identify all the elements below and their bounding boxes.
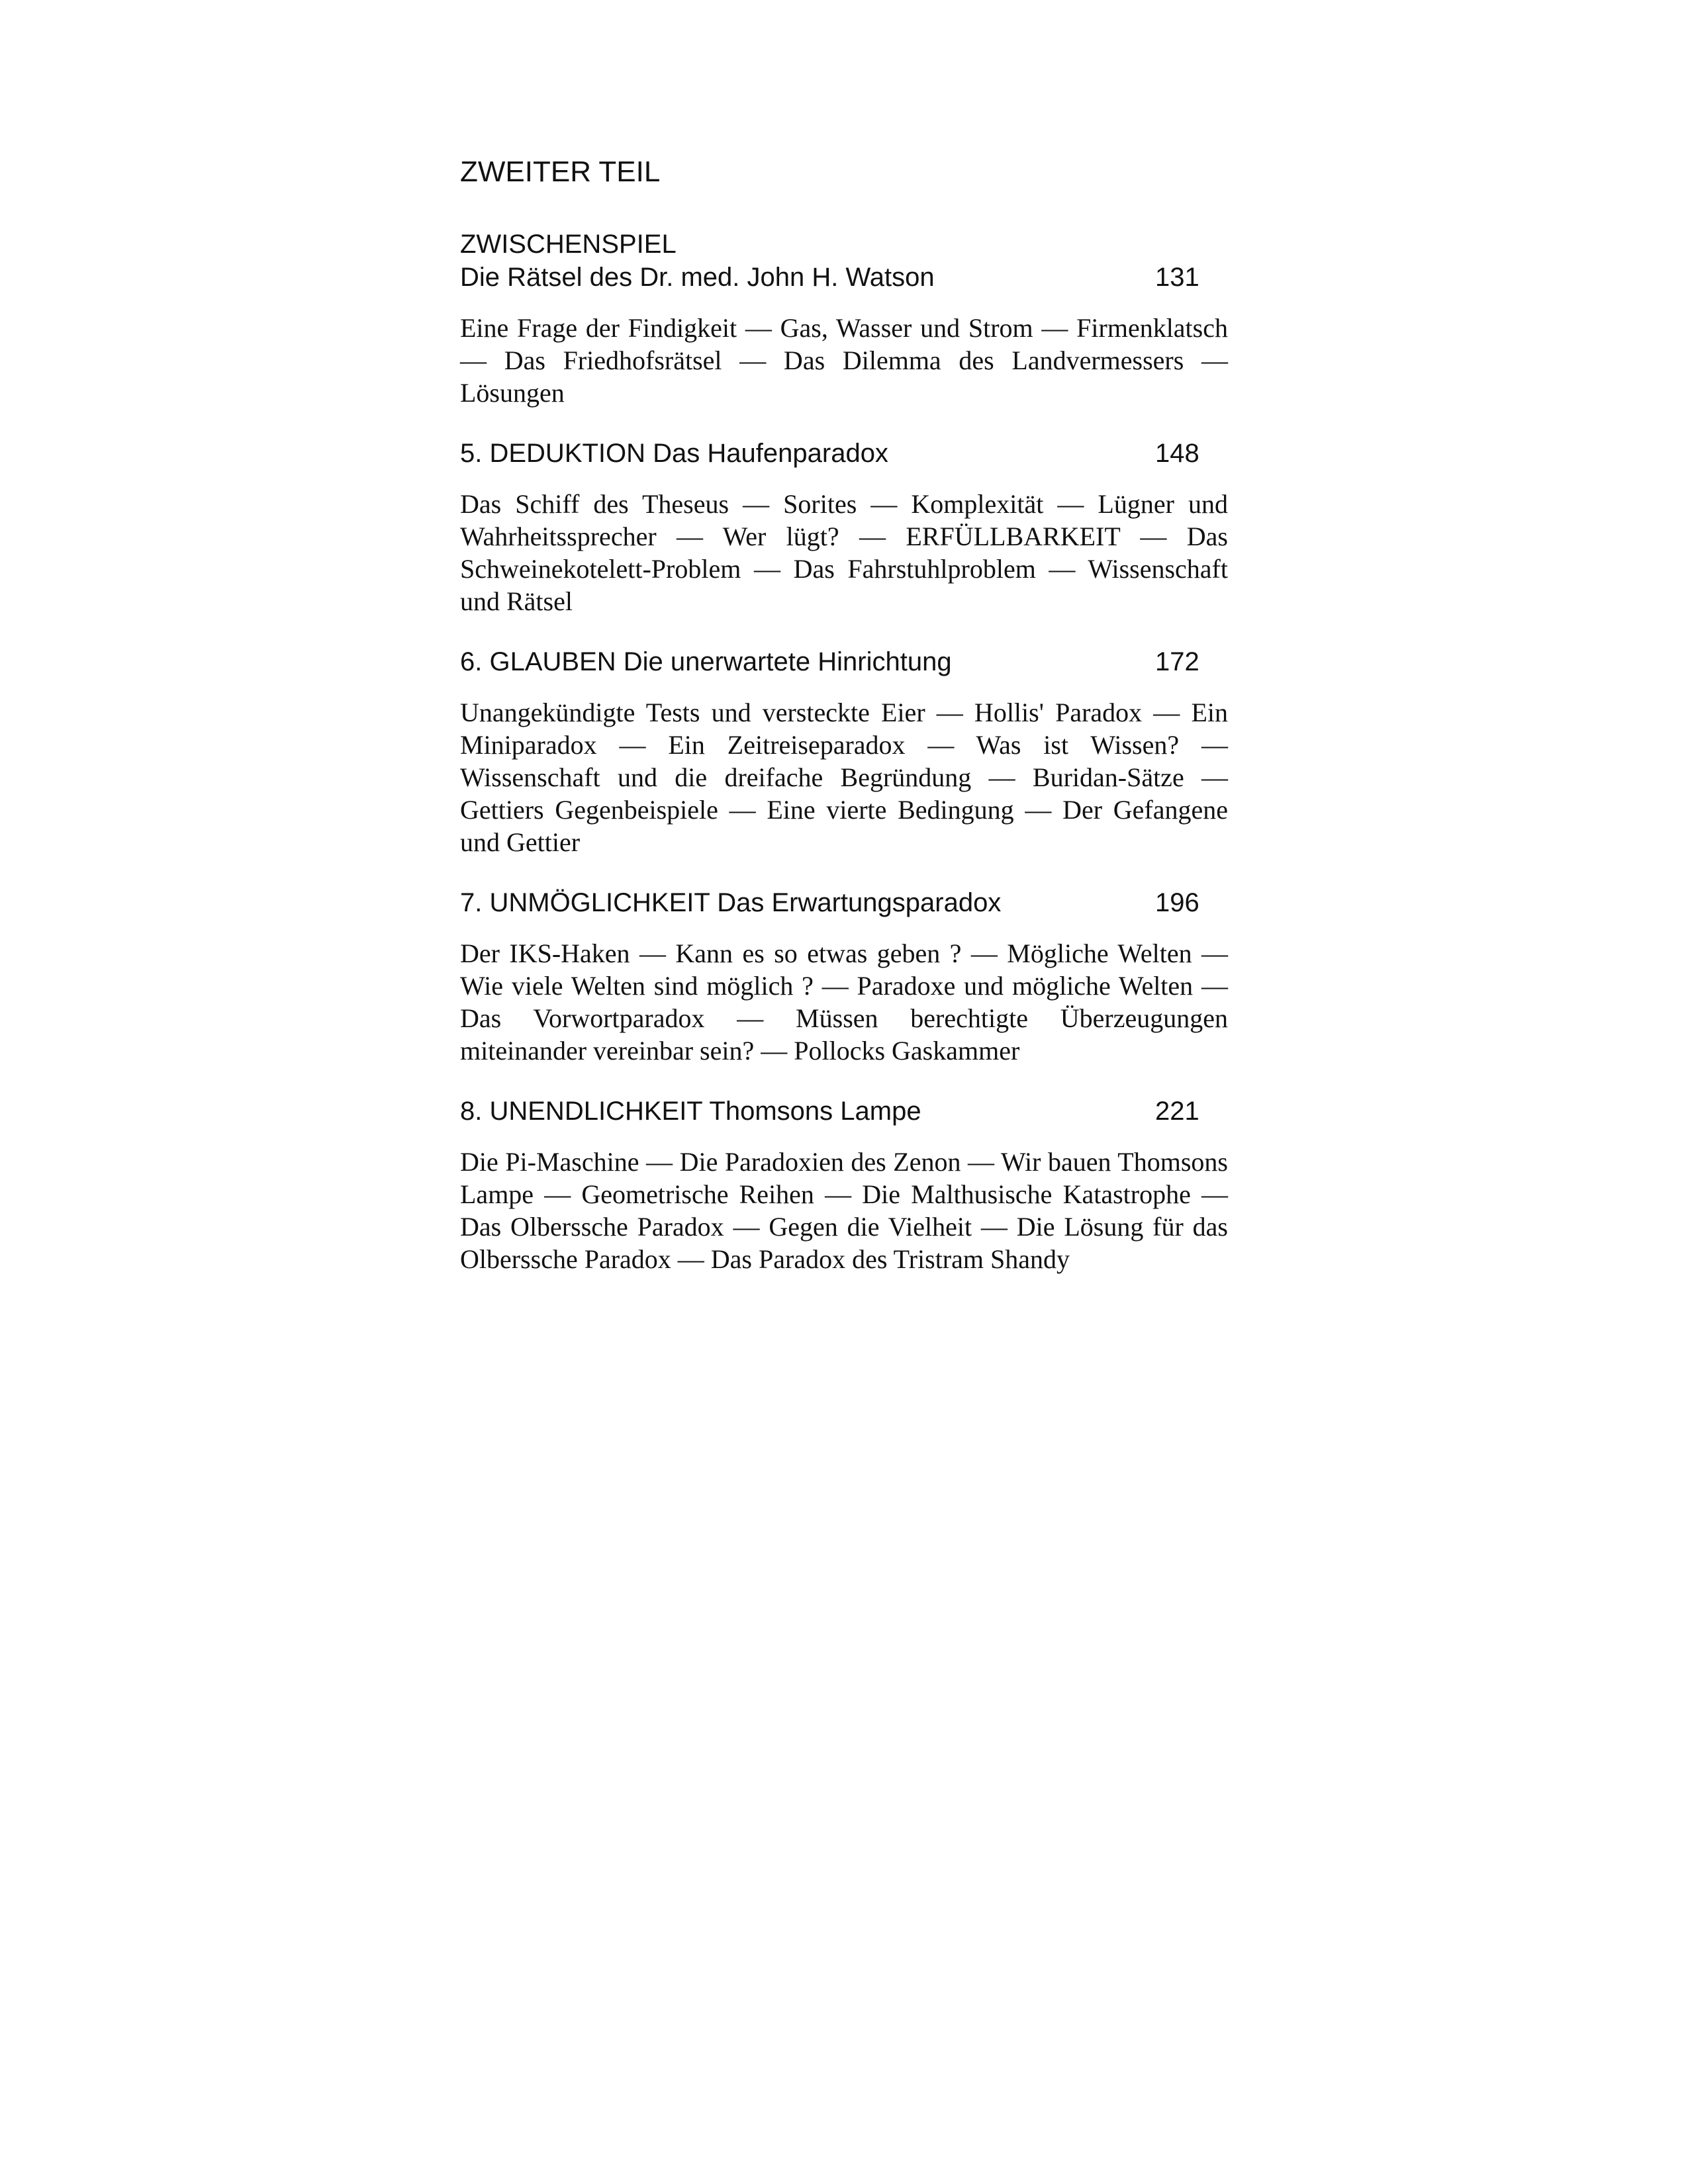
chapter-heading <box>460 1095 1228 1128</box>
chapter-summary: Unangekündigte Tests und versteckte Eier — Hollis' Paradox — Ein Miniparadox — Ein Zeitreiseparadox — Was ist Wissen? — Wissenschaft und die dreifache Begründung — Buridan-Sätze —Gettiers Gegenbeispiele — Eine vierte Bedingung — Der Gefangene und Gettier <box>460 698 1228 857</box>
interlude-page-number: 131 <box>1155 263 1199 292</box>
table-of-contents <box>460 154 1228 1303</box>
chapter-entry-8 <box>460 1095 1228 1275</box>
chapter-title: 7. UNMÖGLICHKEIT Das Erwartungsparadox <box>460 888 1002 917</box>
chapter-entry-6 <box>460 645 1228 858</box>
interlude-title: Die Rätsel des Dr. med. John H. Watson <box>460 263 935 292</box>
chapter-title: 5. DEDUKTION Das Haufenparadox <box>460 439 888 468</box>
interlude-entry <box>460 228 1228 409</box>
chapter-title: 8. UNENDLICHKEIT Thomsons Lampe <box>460 1097 921 1126</box>
chapter-summary: Das Schiff des Theseus — Sorites — Komplexität — Lügner und Wahrheitssprecher — Wer lügt? — ERFÜLLBARKEIT — Das Schweinekotelett-Problem — Das Fahrstuhlproblem — Wissenschaft und Rätsel <box>460 489 1228 616</box>
chapter-page-number: 172 <box>1155 647 1199 676</box>
chapter-entry-5 <box>460 437 1228 617</box>
interlude-heading <box>460 261 1228 294</box>
chapter-page-number: 196 <box>1155 888 1199 917</box>
chapter-heading <box>460 645 1228 678</box>
interlude-label: ZWISCHENSPIEL <box>460 230 677 259</box>
chapter-heading <box>460 437 1228 470</box>
interlude-summary: Eine Frage der Findigkeit — Gas, Wasser und Strom — Firmenklatsch — Das Friedhofsrätsel — Das Dilemma des Landvermessers — Lösungen <box>460 313 1228 408</box>
chapter-summary: Der IKS-Haken — Kann es so etwas geben ? — Mögliche Welten — Wie viele Welten sind möglich ? — Paradoxe und mögliche Welten — Das Vorwortparadox — Müssen berechtigte Überzeugungen miteinander vereinbar sein? — Pollocks Gaskammer <box>460 938 1228 1066</box>
chapter-page-number: 221 <box>1155 1097 1199 1126</box>
part-title: ZWEITER TEIL <box>460 156 661 188</box>
chapter-title: 6. GLAUBEN Die unerwartete Hinrichtung <box>460 647 952 676</box>
chapter-entry-7 <box>460 886 1228 1067</box>
chapter-heading <box>460 886 1228 919</box>
chapter-page-number: 148 <box>1155 439 1199 468</box>
chapter-summary: Die Pi-Maschine — Die Paradoxien des Zenon — Wir bauen Thomsons Lampe — Geometrische Reihen — Die Malthusische Katastrophe — Das Olberssche Paradox — Gegen die Vielheit — Die Lösung für das Olberssche Paradox — Das Paradox des Tristram Shandy <box>460 1147 1228 1274</box>
